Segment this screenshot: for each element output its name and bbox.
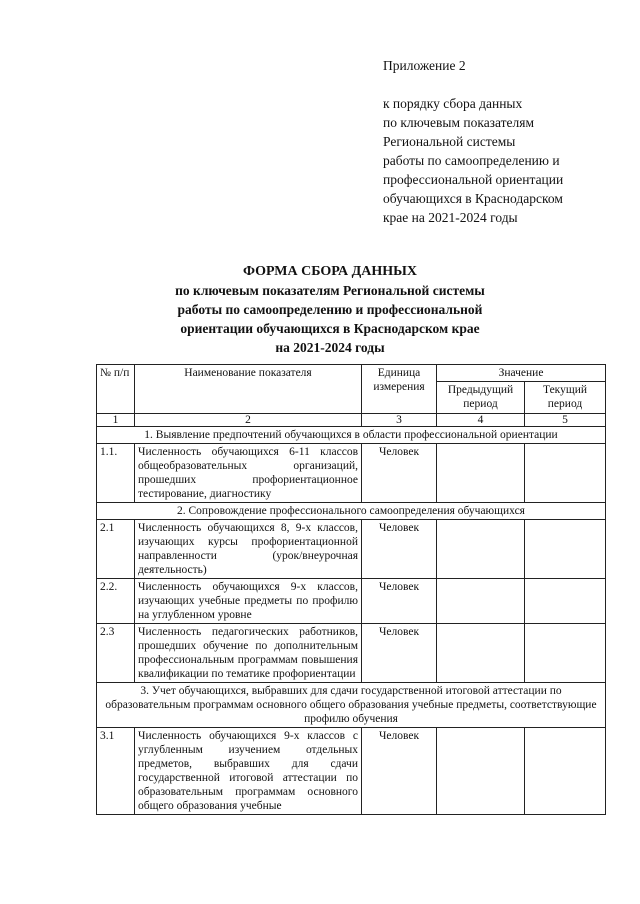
column-number: 2 bbox=[135, 414, 362, 427]
section-row bbox=[97, 503, 606, 520]
section-row bbox=[97, 427, 606, 444]
row-unit: Человек bbox=[362, 624, 437, 683]
appendix-header bbox=[383, 56, 563, 227]
row-name: Численность педагогических работников, прошедших обучение по дополнительным профессиональным программам повышения квалификации по тематике профориентации bbox=[135, 624, 362, 683]
section-row bbox=[97, 683, 606, 728]
row-previous-value[interactable] bbox=[437, 728, 525, 815]
row-name: Численность обучающихся 9-х классов с углубленным изучением отдельных предметов, выбравших для сдачи государственной итоговой аттестации по образовательным программам основного общего образования учебные bbox=[135, 728, 362, 815]
appendix-line: профессиональной ориентации bbox=[383, 172, 564, 187]
appendix-line: по ключевым показателям bbox=[383, 115, 535, 130]
row-name: Численность обучающихся 9-х классов, изучающих учебные предметы по профилю на углубленном уровне bbox=[135, 579, 362, 624]
row-name: Численность обучающихся 8, 9-х классов, изучающих курсы профориентационной направленности (урок/внеурочная деятельность) bbox=[135, 520, 362, 579]
table-row bbox=[97, 444, 606, 503]
header-previous: Предыдущий период bbox=[437, 382, 525, 414]
table-row bbox=[97, 579, 606, 624]
data-form-table bbox=[96, 364, 606, 815]
appendix-title: Приложение 2 bbox=[383, 58, 466, 73]
header-name: Наименование показателя bbox=[135, 365, 362, 414]
appendix-line: крае на 2021-2024 годы bbox=[383, 210, 518, 225]
row-unit: Человек bbox=[362, 728, 437, 815]
form-title-main: ФОРМА СБОРА ДАННЫХ bbox=[242, 264, 418, 279]
column-numbers-row bbox=[97, 414, 606, 427]
form-title-line: работы по самоопределению и профессиональной bbox=[177, 302, 483, 317]
column-number: 1 bbox=[97, 414, 135, 427]
form-title bbox=[100, 262, 560, 357]
row-current-value[interactable] bbox=[525, 444, 606, 503]
row-previous-value[interactable] bbox=[437, 444, 525, 503]
appendix-line: Региональной системы bbox=[383, 134, 516, 149]
section-title: 3. Учет обучающихся, выбравших для сдачи государственной итоговой аттестации по образовательным программам основного общего образования учебные предметы, соответствующие профилю обучения bbox=[97, 683, 606, 728]
column-number: 4 bbox=[437, 414, 525, 427]
row-current-value[interactable] bbox=[525, 624, 606, 683]
row-current-value[interactable] bbox=[525, 579, 606, 624]
row-unit: Человек bbox=[362, 579, 437, 624]
row-unit: Человек bbox=[362, 444, 437, 503]
form-title-line: по ключевым показателям Региональной системы bbox=[175, 283, 485, 298]
form-title-line: ориентации обучающихся в Краснодарском крае bbox=[180, 321, 480, 336]
row-previous-value[interactable] bbox=[437, 624, 525, 683]
section-title: 2. Сопровождение профессионального самоопределения обучающихся bbox=[97, 503, 606, 520]
row-previous-value[interactable] bbox=[437, 520, 525, 579]
section-title: 1. Выявление предпочтений обучающихся в области профессиональной ориентации bbox=[97, 427, 606, 444]
table-row bbox=[97, 728, 606, 815]
row-num: 1.1. bbox=[97, 444, 135, 503]
row-name: Численность обучающихся 6-11 классов общеобразовательных организаций, прошедших профориентационное тестирование, диагностику bbox=[135, 444, 362, 503]
form-title-line: на 2021-2024 годы bbox=[275, 340, 385, 355]
appendix-line: к порядку сбора данных bbox=[383, 96, 523, 111]
header-row bbox=[97, 365, 606, 382]
header-unit: Единица измерения bbox=[362, 365, 437, 414]
appendix-line: работы по самоопределению и bbox=[383, 153, 560, 168]
header-value: Значение bbox=[437, 365, 606, 382]
column-number: 3 bbox=[362, 414, 437, 427]
row-num: 2.3 bbox=[97, 624, 135, 683]
table-row bbox=[97, 624, 606, 683]
header-num: № п/п bbox=[97, 365, 135, 414]
row-current-value[interactable] bbox=[525, 728, 606, 815]
row-previous-value[interactable] bbox=[437, 579, 525, 624]
row-num: 3.1 bbox=[97, 728, 135, 815]
column-number: 5 bbox=[525, 414, 606, 427]
row-current-value[interactable] bbox=[525, 520, 606, 579]
table-row bbox=[97, 520, 606, 579]
row-num: 2.2. bbox=[97, 579, 135, 624]
row-unit: Человек bbox=[362, 520, 437, 579]
header-current: Текущий период bbox=[525, 382, 606, 414]
appendix-line: обучающихся в Краснодарском bbox=[383, 191, 563, 206]
row-num: 2.1 bbox=[97, 520, 135, 579]
